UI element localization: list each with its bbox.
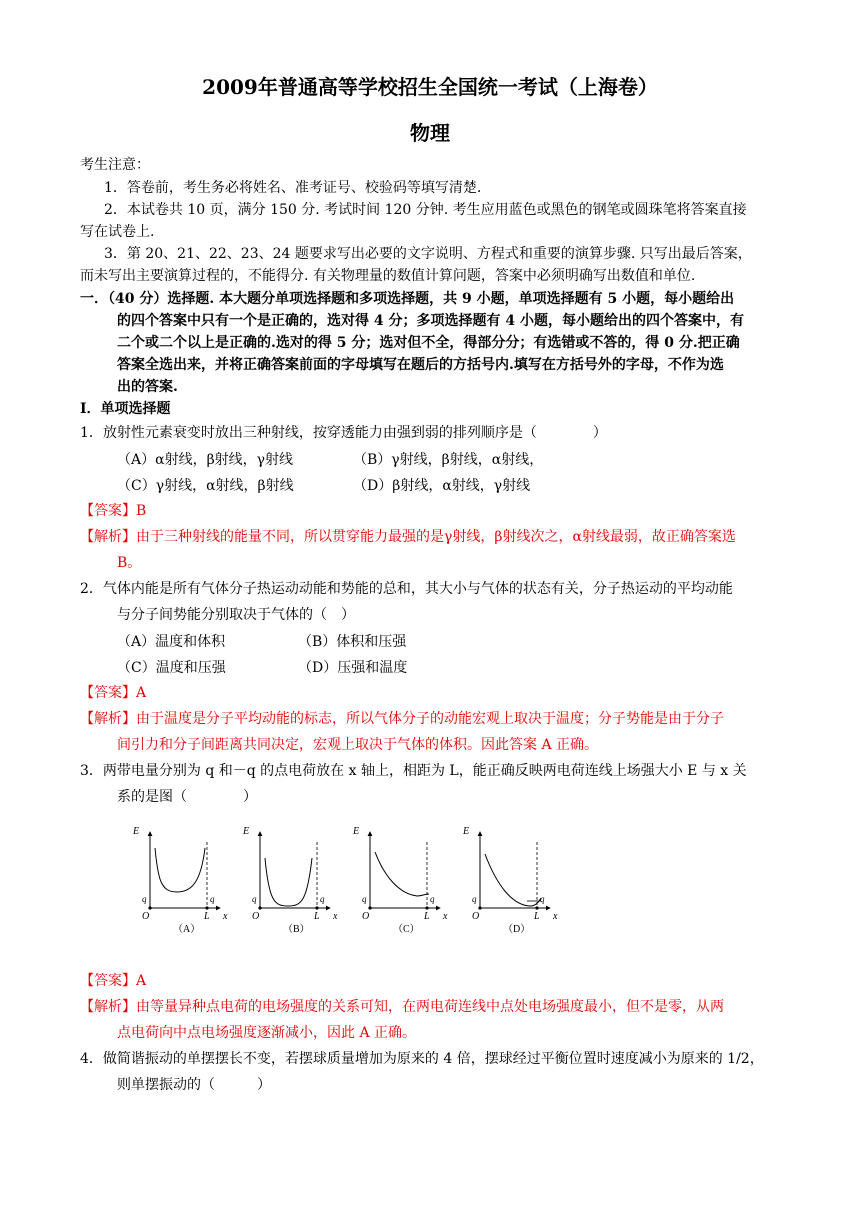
graph-caption-d: （D） bbox=[503, 924, 531, 935]
axis-x-label: x bbox=[333, 911, 338, 922]
q1-analysis-line-2: B。 bbox=[117, 555, 142, 571]
analysis-text: 由于温度是分子平均动能的标志，所以气体分子的动能宏观上取决于温度；分子势能是由于分子 bbox=[136, 711, 724, 727]
q1-option-a: （A）α射线，β射线，γ射线 bbox=[117, 452, 294, 468]
charge-label: q bbox=[320, 894, 325, 904]
axis-e-label: E bbox=[133, 826, 140, 837]
graph-caption-c: （C） bbox=[393, 924, 420, 935]
notice-item-3-line-2: 而未写出主要演算过程的，不能得分. 有关物理量的数值计算问题，答案中必须明确写出数值和单位. bbox=[80, 268, 696, 284]
answer-tag: 【答案】 bbox=[80, 973, 136, 989]
distance-label: L bbox=[204, 911, 210, 922]
graph-caption-b: （B） bbox=[283, 924, 310, 935]
q1-option-d: （D）β射线，α射线，γ射线 bbox=[353, 478, 531, 494]
q3-graphs-figure bbox=[125, 820, 575, 945]
charge-label: q bbox=[362, 894, 367, 904]
origin-label: O bbox=[252, 911, 260, 922]
graph-c bbox=[352, 826, 448, 935]
charge-label: q bbox=[252, 894, 257, 904]
charge-label: q bbox=[540, 894, 545, 904]
answer-value: A bbox=[136, 973, 147, 989]
graph-d bbox=[462, 826, 558, 935]
graph-a bbox=[132, 826, 228, 935]
distance-label: L bbox=[314, 911, 320, 922]
q1-answer bbox=[80, 502, 146, 520]
analysis-text: 由于三种射线的能量不同，所以贯穿能力最强的是γ射线，β射线次之，α射线最弱，故正确答案选 bbox=[136, 529, 736, 545]
origin-label: O bbox=[472, 911, 480, 922]
part-heading: I．单项选择题 bbox=[80, 401, 171, 417]
graph-b bbox=[242, 826, 338, 935]
charge-label: q bbox=[210, 894, 215, 904]
answer-value: B bbox=[136, 503, 147, 519]
q2-option-a: （A）温度和体积 bbox=[117, 634, 226, 650]
q2-option-d: （D）压强和温度 bbox=[298, 660, 408, 676]
notice-heading: 考生注意： bbox=[80, 157, 150, 173]
answer-tag: 【答案】 bbox=[80, 503, 136, 519]
notice-item-1: 1．答卷前，考生务必将姓名、准考证号、校验码等填写清楚. bbox=[104, 180, 482, 196]
notice-item-3-line-1: 3．第 20、21、22、23、24 题要求写出必要的文字说明、方程式和重要的演算步骤. 只写出最后答案， bbox=[104, 246, 752, 262]
q1-analysis-line-1 bbox=[80, 528, 736, 546]
origin-label: O bbox=[142, 911, 150, 922]
charge-label: q bbox=[472, 894, 477, 904]
axis-e-label: E bbox=[463, 826, 470, 837]
q1-option-c: （C）γ射线，α射线，β射线 bbox=[117, 478, 294, 494]
exam-title: 2009年普通高等学校招生全国统一考试（上海卷） bbox=[202, 75, 658, 99]
q2-answer bbox=[80, 684, 146, 702]
section-1-line-3: 二个或二个以上是正确的.选对的得 5 分；选对但不全，得部分分；有选错或不答的，得 0 分.把正确 bbox=[117, 335, 740, 351]
q1-option-b: （B）γ射线，β射线，α射线， bbox=[353, 452, 544, 468]
graph-caption-a: （A） bbox=[173, 924, 201, 935]
q1-stem: 1．放射性元素衰变时放出三种射线，按穿透能力由强到弱的排列顺序是（ ） bbox=[80, 425, 607, 441]
q4-stem-line-2: 则单摆振动的（ ） bbox=[117, 1077, 271, 1093]
axis-x-label: x bbox=[553, 911, 558, 922]
analysis-tag: 【解析】 bbox=[80, 711, 136, 727]
axis-x-label: x bbox=[443, 911, 448, 922]
axis-e-label: E bbox=[353, 826, 360, 837]
q3-analysis-line-1 bbox=[80, 998, 724, 1016]
section-1-line-1: 一．（40 分）选择题. 本大题分单项选择题和多项选择题，共 9 小题，单项选择题有 5 小题，每小题给出 bbox=[80, 291, 735, 307]
section-1-line-4: 答案全选出来，并将正确答案前面的字母填写在题后的方括号内.填写在方括号外的字母，不作为选 bbox=[117, 357, 724, 373]
origin-label: O bbox=[362, 911, 370, 922]
q3-stem-line-2: 系的是图（ ） bbox=[117, 789, 257, 805]
q2-option-b: （B）体积和压强 bbox=[298, 634, 407, 650]
q2-option-c: （C）温度和压强 bbox=[117, 660, 226, 676]
answer-tag: 【答案】 bbox=[80, 685, 136, 701]
q3-analysis-line-2: 点电荷向中点电场强度逐渐减小，因此 A 正确。 bbox=[117, 1025, 417, 1041]
section-1-line-5: 出的答案. bbox=[117, 379, 178, 395]
section-1-line-2: 的四个答案中只有一个是正确的，选对得 4 分；多项选择题有 4 小题，每小题给出的四个答案中，有 bbox=[117, 313, 744, 329]
notice-item-2-line-1: 2．本试卷共 10 页，满分 150 分. 考试时间 120 分钟. 考生应用蓝色或黑色的钢笔或圆珠笔将答案直接 bbox=[104, 202, 747, 218]
axis-x-label: x bbox=[223, 911, 228, 922]
analysis-tag: 【解析】 bbox=[80, 999, 136, 1015]
answer-value: A bbox=[136, 685, 147, 701]
analysis-tag: 【解析】 bbox=[80, 529, 136, 545]
notice-item-2-line-2: 写在试卷上. bbox=[80, 224, 155, 240]
charge-label: q bbox=[142, 894, 147, 904]
q2-stem-line-1: 2．气体内能是所有气体分子热运动动能和势能的总和，其大小与气体的状态有关，分子热运动的平均动能 bbox=[80, 581, 733, 597]
q2-analysis-line-2: 间引力和分子间距离共同决定，宏观上取决于气体的体积。因此答案 A 正确。 bbox=[117, 737, 599, 753]
q3-stem-line-1: 3．两带电量分别为 q 和－q 的点电荷放在 x 轴上，相距为 L，能正确反映两电荷连线上场强大小 E 与 x 关 bbox=[80, 763, 747, 779]
q4-stem-line-1: 4．做简谐振动的单摆摆长不变，若摆球质量增加为原来的 4 倍，摆球经过平衡位置时速度减小为原来的 1/2， bbox=[80, 1051, 764, 1067]
q2-analysis-line-1 bbox=[80, 710, 724, 728]
q2-stem-line-2: 与分子间势能分别取决于气体的（ ） bbox=[117, 607, 355, 623]
axis-e-label: E bbox=[243, 826, 250, 837]
distance-label: L bbox=[424, 911, 430, 922]
subject-title: 物理 bbox=[410, 121, 450, 145]
distance-label: L bbox=[534, 911, 540, 922]
q3-answer bbox=[80, 972, 146, 990]
charge-label: q bbox=[430, 894, 435, 904]
analysis-text: 由等量异种点电荷的电场强度的关系可知，在两电荷连线中点处电场强度最小，但不是零，从两 bbox=[136, 999, 724, 1015]
